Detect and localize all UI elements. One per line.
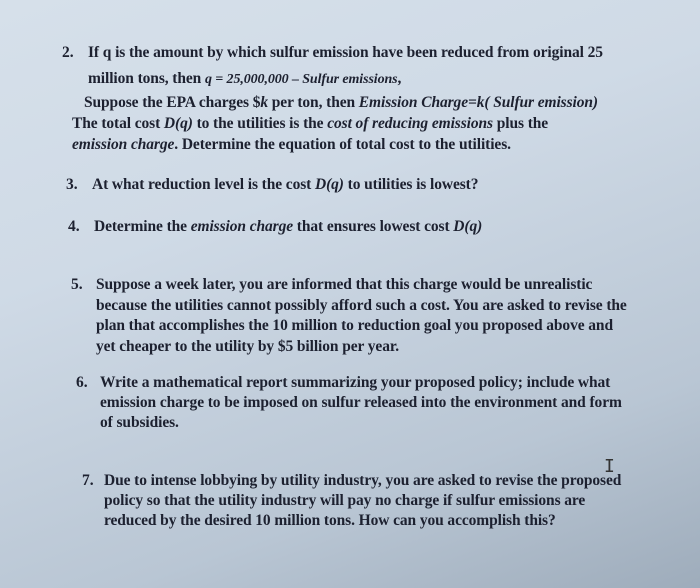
text-segment: reduced by the desired 10 million tons. How can you accomplish this? [104, 512, 556, 529]
text-segment: , [397, 70, 402, 87]
item-number: 6. [76, 374, 88, 391]
question-line [88, 70, 401, 88]
text-segment: emission charge to be imposed on sulfur released into the environment and form [100, 394, 622, 411]
text-segment: Due to intense lobbying by utility industry, you are asked to revise the proposed [104, 472, 622, 489]
question-line [104, 472, 621, 490]
text-segment: million tons, then [88, 70, 205, 87]
italic-term: D(q) [315, 176, 344, 193]
italic-term: k [260, 94, 268, 111]
text-segment: of subsidies. [100, 414, 179, 431]
text-segment: per ton, then [268, 94, 359, 111]
text-segment: because the utilities cannot possibly afford such a cost. You are asked to revise the [96, 297, 627, 314]
item-number: 4. [68, 218, 80, 235]
question-line [100, 374, 610, 392]
text-cursor-icon: I [604, 456, 615, 477]
italic-term: emission charge [72, 136, 175, 153]
question-line [96, 276, 592, 294]
question-line [72, 115, 548, 133]
item-number: 7. [82, 472, 94, 489]
text-segment: Write a mathematical report summarizing your proposed policy; include what [100, 374, 611, 391]
question-line [104, 492, 585, 510]
text-segment: The total cost [72, 115, 164, 132]
question-line [96, 297, 627, 315]
text-segment: At what reduction level is the cost [92, 176, 315, 193]
text-segment: to the utilities is the [192, 115, 328, 132]
question-line [96, 317, 613, 335]
italic-term: D(q) [453, 218, 483, 235]
question-line [94, 218, 482, 236]
item-number: 5. [71, 276, 83, 293]
italic-term: D(q) [163, 115, 193, 132]
italic-term: q = 25,000,000 – Sulfur emissions [204, 72, 398, 87]
text-segment: Suppose a week later, you are informed that this charge would be unrealistic [96, 276, 593, 293]
text-segment: plus the [492, 115, 549, 132]
text-segment: policy so that the utility industry will pay no charge if sulfur emissions are [104, 492, 586, 509]
text-segment: plan that accomplishes the 10 million to reduction goal you proposed above and [96, 317, 613, 334]
question-line [96, 338, 399, 356]
question-line [84, 94, 598, 112]
question-line [104, 512, 556, 530]
question-line [100, 414, 179, 432]
text-segment: to utilities is lowest? [343, 176, 479, 193]
question-line [100, 394, 622, 412]
text-segment: that ensures lowest cost [293, 218, 454, 235]
italic-term: cost of reducing emissions [327, 115, 493, 132]
question-line [88, 44, 603, 62]
question-line [72, 136, 511, 154]
text-segment: . Determine the equation of total cost to the utilities. [174, 136, 511, 153]
text-segment: Suppose the EPA charges $ [84, 94, 261, 111]
italic-term: Emission Charge=k( Sulfur emission) [358, 94, 598, 111]
item-number: 3. [66, 176, 78, 193]
text-segment: If q is the amount by which sulfur emission have been reduced from original 25 [88, 44, 603, 61]
text-segment: yet cheaper to the utility by $5 billion per year. [96, 338, 399, 355]
text-segment: Determine the [94, 218, 191, 235]
italic-term: emission charge [190, 218, 294, 235]
item-number: 2. [62, 44, 74, 61]
question-line [92, 176, 478, 194]
